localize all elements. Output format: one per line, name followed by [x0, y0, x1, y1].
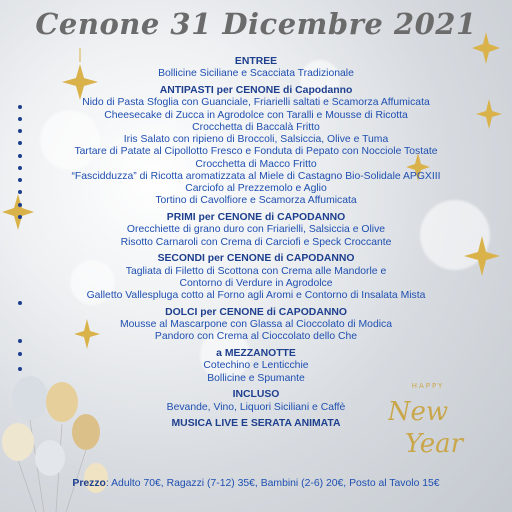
- menu-item: Tagliata di Filetto di Scottona con Crema alle Mandorle e: [125, 265, 387, 277]
- section-heading-mezzanotte: a MEZZANOTTE: [216, 348, 296, 359]
- section-heading-musica: MUSICA LIVE E SERATA ANIMATA: [171, 418, 341, 430]
- menu-item: Crocchetta di Baccalà Fritto: [192, 121, 320, 133]
- menu-item: Carciofo al Prezzemolo e Aglio: [185, 183, 327, 194]
- menu-item: Bollicine Siciliane e Scacciata Tradizionale: [158, 68, 354, 80]
- section-heading-secondi: SECONDI per CENONE di CAPODANNO: [157, 253, 355, 265]
- menu-item: Cheesecake di Zucca in Agrodolce con Taralli e Mousse di Ricotta: [104, 109, 408, 121]
- menu-content: [0, 56, 512, 431]
- menu-item: Galletto Vallespluga cotto al Forno agli Aromi e Contorno di Insalata Mista: [86, 290, 426, 301]
- menu-item: “Fascidduzza” di Ricotta aromatizzata al Miele di Castagno Bio-Solidale APGXIII: [71, 170, 441, 182]
- page-title: Cenone 31 Dicembre 2021: [35, 7, 477, 41]
- menu-item: Contorno di Verdure in Agrodolce: [179, 277, 333, 289]
- section-heading-primi: PRIMI per CENONE di CAPODANNO: [166, 212, 346, 223]
- price-text: : Adulto 70€, Ragazzi (7-12) 35€, Bambini (2-6) 20€, Posto al Tavolo 15€: [105, 478, 440, 489]
- menu-item: Tartare di Patate al Cipollotto Fresco e Fonduta di Pepato con Nocciole Tostate: [74, 146, 438, 158]
- year-text: Year: [404, 429, 464, 459]
- menu-item: Bevande, Vino, Liquori Siciliani e Caffè: [166, 401, 346, 413]
- new-text: New: [388, 397, 449, 427]
- price-line: [0, 478, 512, 489]
- menu-item: Pandoro con Crema al Cioccolato dello Che: [154, 331, 358, 343]
- menu-item: Tortino di Cavolfiore e Scamorza Affumicata: [155, 195, 357, 207]
- section-heading-entree: ENTREE: [234, 56, 278, 67]
- menu-item: Cotechino e Lenticchie: [203, 360, 309, 372]
- menu-item: Risotto Carnaroli con Crema di Carciofi e Speck Croccante: [120, 236, 392, 248]
- section-heading-dolci: DOLCI per CENONE di CAPODANNO: [165, 306, 347, 318]
- happy-text: HAPPY: [411, 382, 445, 390]
- section-heading-incluso: INCLUSO: [232, 389, 280, 401]
- menu-item: Orecchiette di grano duro con Friarielli, Salsiccia e Olive: [126, 224, 386, 236]
- menu-item: Nido di Pasta Sfoglia con Guanciale, Friarielli saltati e Scamorza Affumicata: [82, 97, 430, 109]
- menu-item: Iris Salato con ripieno di Broccoli, Salsiccia, Olive e Tuma: [123, 134, 389, 145]
- menu-item: Crocchetta di Macco Fritto: [195, 158, 317, 170]
- menu-item: Bollicine e Spumante: [207, 372, 305, 384]
- section-heading-antipasti: ANTIPASTI per CENONE di Capodanno: [159, 85, 353, 96]
- menu-item: Mousse al Mascarpone con Glassa al Cioccolato di Modica: [119, 319, 393, 330]
- price-label: Prezzo: [72, 478, 106, 489]
